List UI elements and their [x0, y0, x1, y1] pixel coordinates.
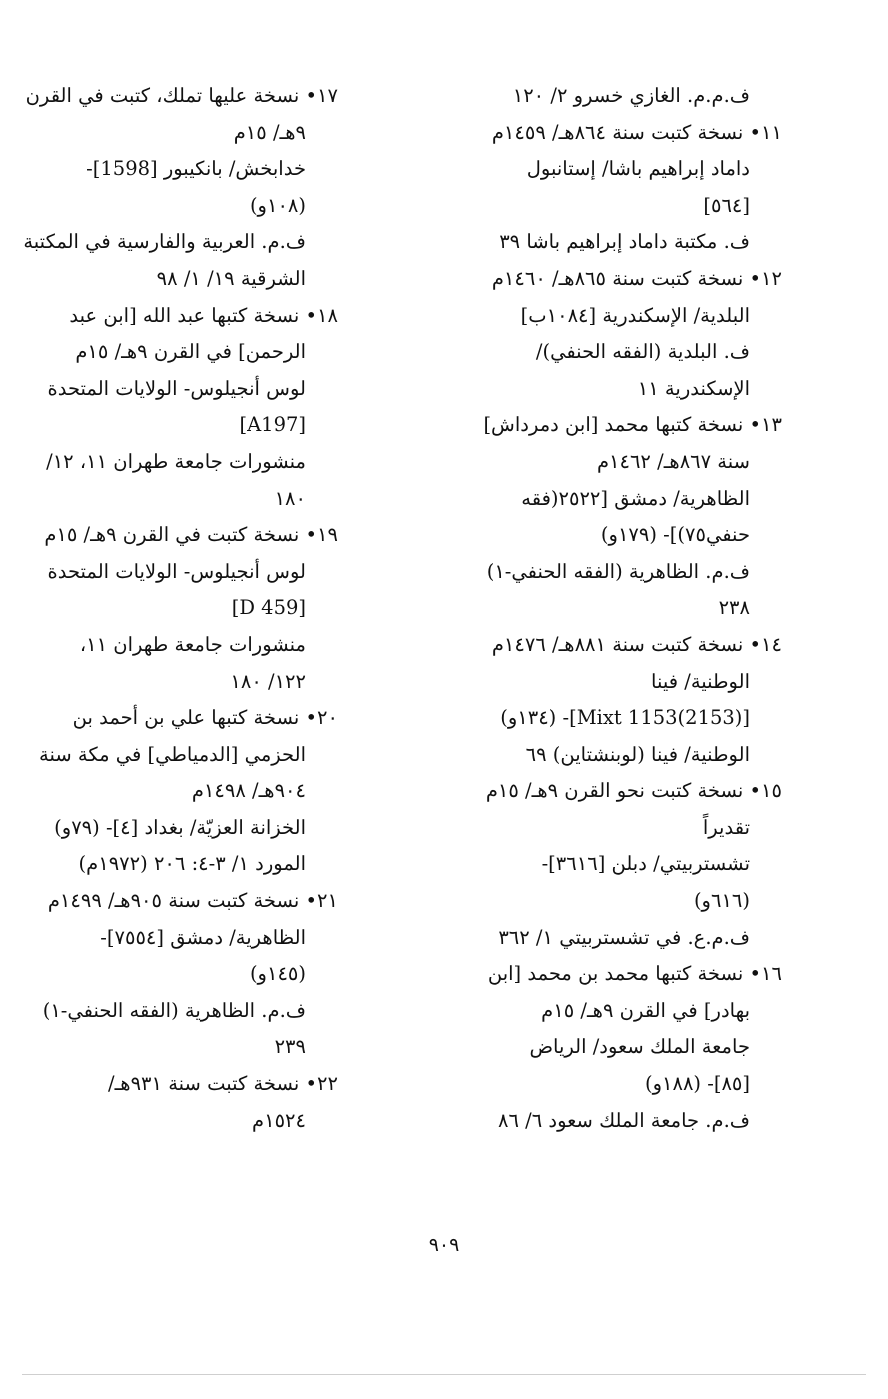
- entry-detail-line: الظاهرية/ دمشق [٢٥٢٢(فقه: [521, 486, 750, 510]
- entry-detail-line: [٨٥]- (١٨٨و): [644, 1072, 750, 1096]
- entry-heading-line: ٢١• نسخة كتبت سنة ٩٠٥هـ/ ١٤٩٩م: [47, 889, 338, 913]
- entry-detail-line: ٢٣٩: [274, 1035, 306, 1059]
- entry-detail-line: الإسكندرية ١١: [637, 376, 750, 400]
- entry-detail-line: سنة ٨٦٧هـ/ ١٤٦٢م: [596, 449, 750, 473]
- entry-heading-line: ١١• نسخة كتبت سنة ٨٦٤هـ/ ١٤٥٩م: [491, 120, 782, 144]
- entry-heading-line: ١٩• نسخة كتبت في القرن ٩هـ/ ١٥م: [44, 523, 338, 547]
- entry-detail-line: منشورات جامعة طهران ١١، ١٢/: [46, 449, 306, 473]
- entry-detail-line: داماد إبراهيم باشا/ إستانبول: [526, 157, 750, 181]
- entry-detail-line: حنفي٧٥)]- (١٧٩و): [600, 523, 750, 547]
- entry-heading-line: ٢٠• نسخة كتبها علي بن أحمد بن: [72, 706, 338, 730]
- entry-detail-line: ١٢٢/ ١٨٠: [230, 669, 306, 693]
- entry-heading-line: ١٣• نسخة كتبها محمد [ابن دمرداش]: [483, 413, 782, 437]
- entry-detail-line: (١٤٥و): [249, 962, 306, 986]
- entry-detail-line: ف.م. الظاهرية (الفقه الحنفي-١): [486, 559, 750, 583]
- entry-heading-line: ١٦• نسخة كتبها محمد بن محمد [ابن: [487, 962, 782, 986]
- page-number: ٩٠٩: [428, 1234, 460, 1256]
- entry-detail-line: (١٠٨و): [249, 193, 306, 217]
- entry-detail-line: الشرقية ١٩/ ١/ ٩٨: [156, 266, 306, 290]
- entry-detail-line: تشستربيتي/ دبلن [٣٦١٦]-: [541, 852, 750, 876]
- entry-heading-line: ١٥• نسخة كتبت نحو القرن ٩هـ/ ١٥م: [485, 779, 782, 803]
- bottom-rule: [22, 1374, 866, 1375]
- entry-detail-line: الرحمن] في القرن ٩هـ/ ١٥م: [75, 340, 306, 364]
- entry-detail-line: ٩٠٤هـ/ ١٤٩٨م: [191, 779, 306, 803]
- entry-heading-line: ١٨• نسخة كتبها عبد الله [ابن عبد: [69, 303, 338, 327]
- entry-detail-line: البلدية/ الإسكندرية [١٠٨٤ب]: [520, 303, 750, 327]
- entry-heading-line: ١٤• نسخة كتبت سنة ٨٨١هـ/ ١٤٧٦م: [491, 632, 782, 656]
- entry-detail-line: خدابخش/ بانكيبور [1598]-: [86, 157, 306, 181]
- entry-detail-line: ١٥٢٤م: [252, 1108, 306, 1132]
- entry-detail-line: منشورات جامعة طهران ١١،: [79, 632, 306, 656]
- entry-heading-line: ٢٢• نسخة كتبت سنة ٩٣١هـ/: [108, 1072, 338, 1096]
- entry-detail-line: الوطنية/ فينا (لوبنشتاين) ٦٩: [525, 742, 750, 766]
- right-column: [457, 78, 802, 1139]
- entry-detail-line: [A197]: [239, 413, 306, 437]
- entry-detail-line: ف.م. جامعة الملك سعود ٦/ ٨٦: [497, 1108, 750, 1132]
- entry-detail-line: (٦١٦و): [693, 889, 750, 913]
- entry-detail-line: [٥٦٤]: [703, 193, 750, 217]
- entry-detail-line: [D 459]: [231, 596, 306, 620]
- entry-detail-line: جامعة الملك سعود/ الرياض: [529, 1035, 750, 1059]
- entry-detail-line: ف.م.ع. في تشستربيتي ١/ ٣٦٢: [498, 925, 750, 949]
- left-column: [13, 78, 358, 1139]
- entry-detail-line: ف. البلدية (الفقه الحنفي)/: [535, 340, 750, 364]
- entry-detail-line: تقديراً: [702, 815, 750, 839]
- entry-heading-line: ١٧• نسخة عليها تملك، كتبت في القرن: [25, 84, 338, 107]
- entry-detail-line: الخزانة العزيّة/ بغداد [٤]- (٧٩و): [54, 815, 306, 839]
- entry-detail-line: بهادر] في القرن ٩هـ/ ١٥م: [541, 998, 750, 1022]
- entry-detail-line: الوطنية/ فينا: [651, 669, 750, 693]
- entry-detail-line: الحزمي [الدمياطي] في مكة سنة: [39, 742, 306, 766]
- entry-detail-line: ٢٣٨: [718, 596, 750, 620]
- entry-detail-line: لوس أنجيلوس- الولايات المتحدة: [47, 376, 306, 400]
- entry-detail-line: الظاهرية/ دمشق [٧٥٥٤]-: [100, 925, 306, 949]
- entry-detail-line: ف.م. الظاهرية (الفقه الحنفي-١): [42, 998, 306, 1022]
- entry-detail-line: لوس أنجيلوس- الولايات المتحدة: [47, 559, 306, 583]
- entry-detail-line: ف.م. العربية والفارسية في المكتبة: [23, 230, 306, 254]
- entry-detail-line: ١٨٠: [274, 486, 306, 510]
- entry-detail-line: [Mixt 1153(2153)]- (١٣٤و): [500, 706, 750, 730]
- entry-detail-line: المورد ١/ ٣-٤: ٢٠٦ (١٩٧٢م): [78, 852, 306, 876]
- entry-heading-line: ١٢• نسخة كتبت سنة ٨٦٥هـ/ ١٤٦٠م: [491, 266, 782, 290]
- entry-detail-line: ف. مكتبة داماد إبراهيم باشا ٣٩: [499, 230, 750, 254]
- entry-detail-line: ٩هـ/ ١٥م: [233, 120, 306, 144]
- entry-detail-line: ف.م.م. الغازي خسرو ٢/ ١٢٠: [512, 84, 750, 107]
